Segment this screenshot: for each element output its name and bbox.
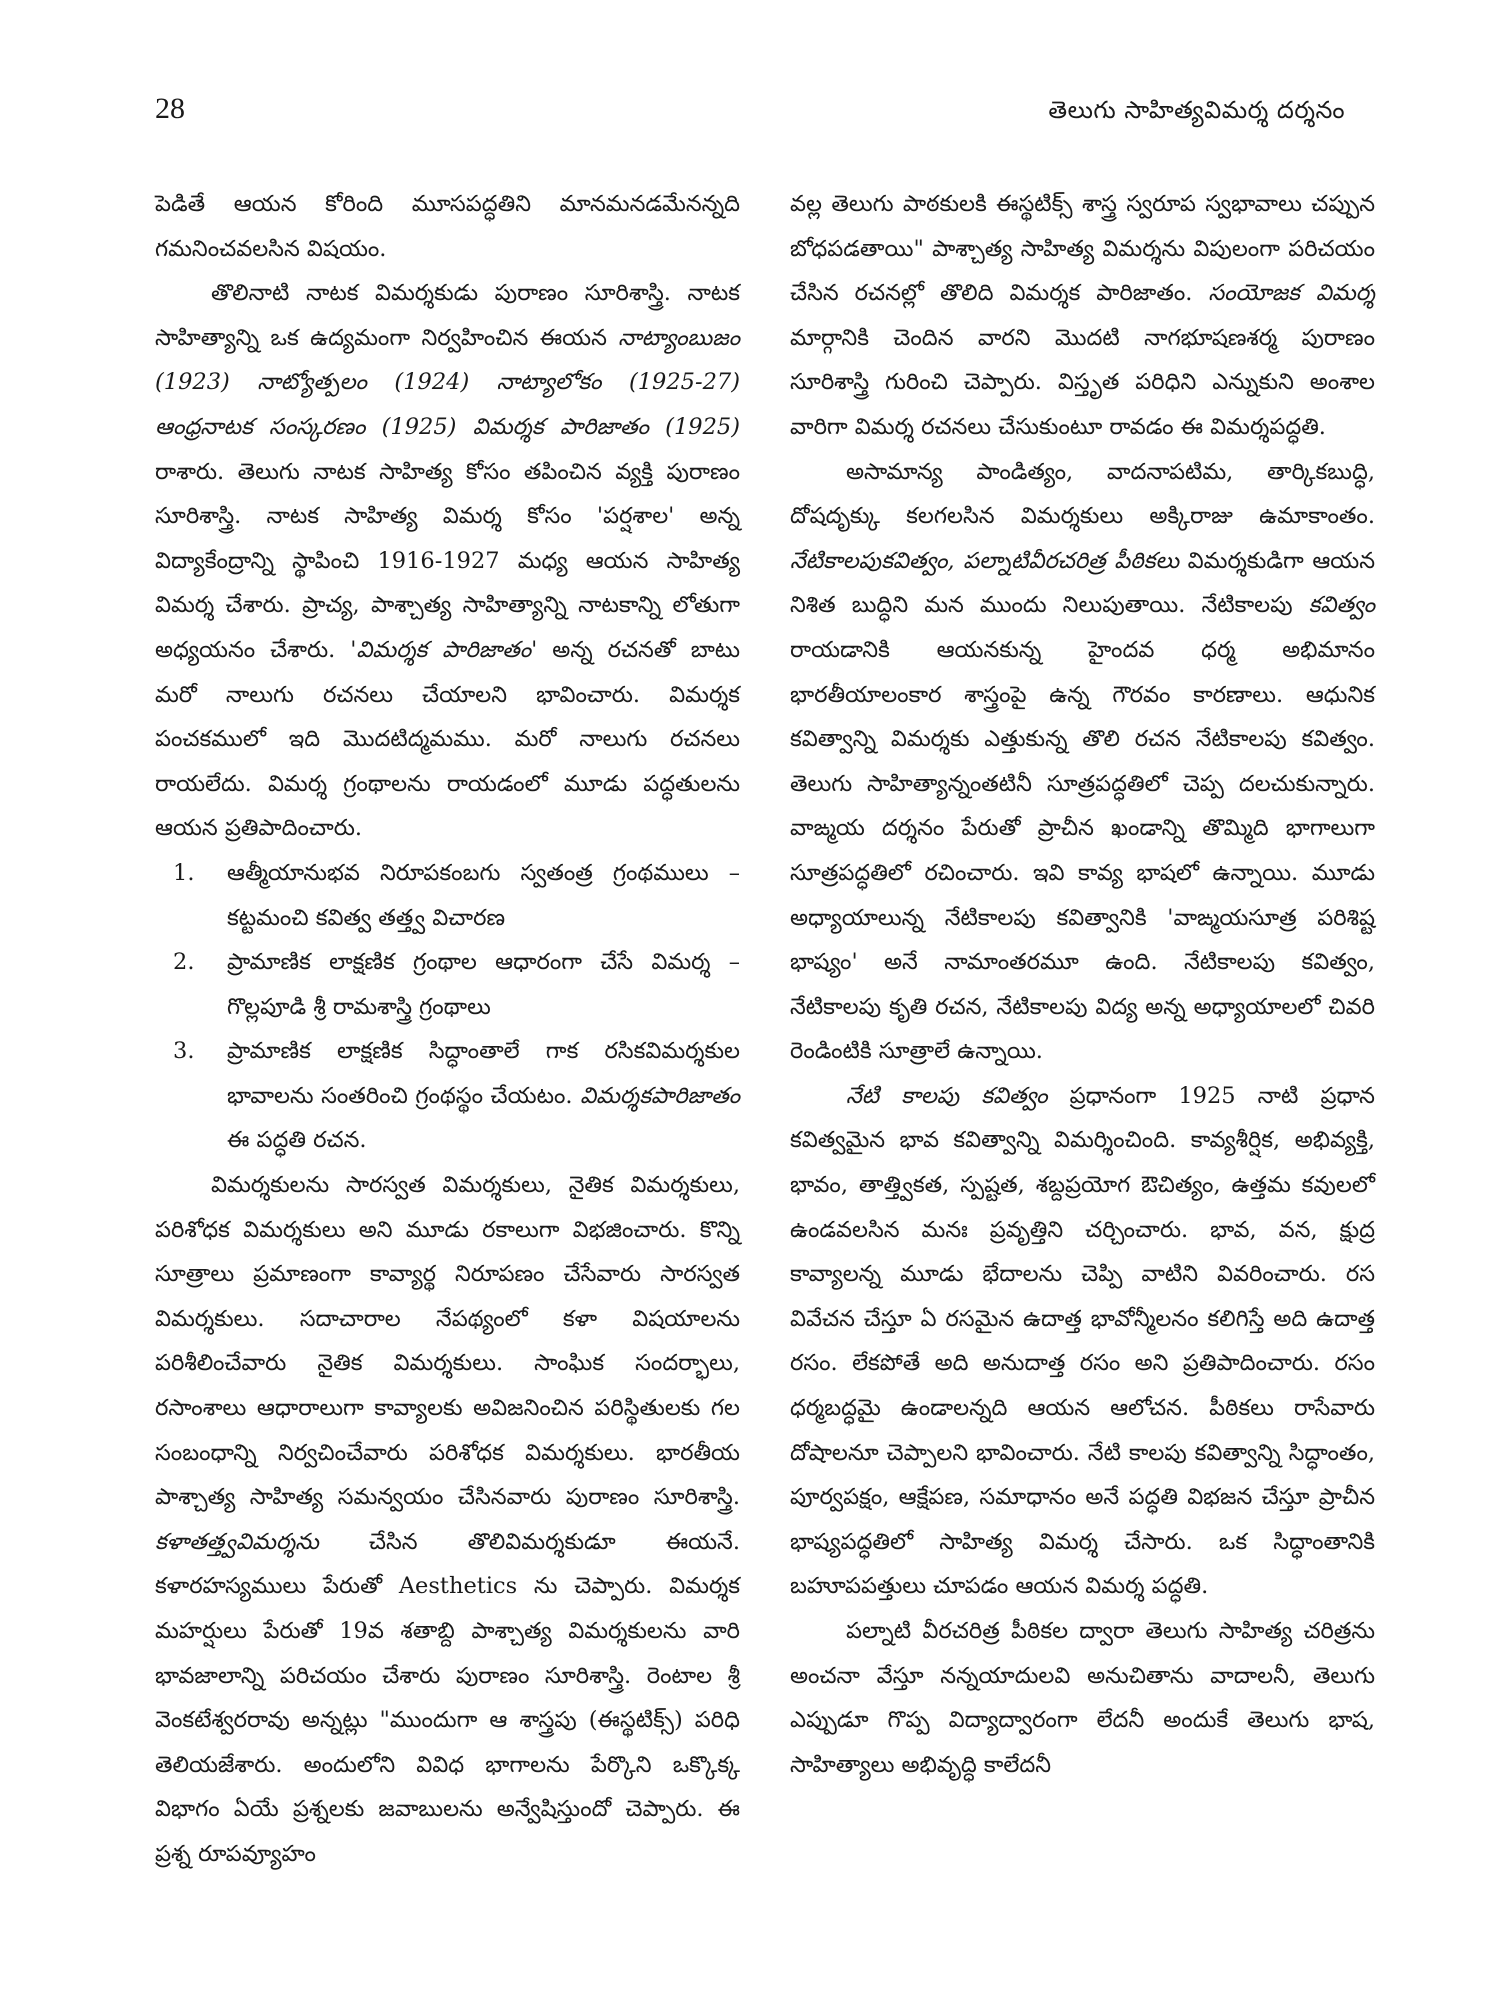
list-number: 1. xyxy=(173,859,195,886)
text-run: విమర్శకుడిగా ఆయన నిశిత బుద్ధిని మన ముందు నిలుపుతాయి. నేటికాలపు xyxy=(790,547,1375,619)
text-run: రాశారు. తెలుగు నాటక సాహిత్య కోసం తపించిన వ్యక్తి పురాణం సూరిశాస్త్రి. నాటక సాహిత్య విమర్శ కోసం 'పర్షశాల' అన్న విద్యాకేంద్రాన్ని స్థాపించి 1916-1927 మధ్య ఆయన సాహిత్య విమర్శ చేశారు. ప్రాచ్య, పాశ్చాత్య సాహిత్యాన్ని నాటకాన్ని లోతుగా అధ్యయనం చేశారు. xyxy=(155,458,740,663)
text-run: తొలినాటి నాటక విమర్శకుడు పురాణం సూరిశాస్త్రి. నాటక సాహిత్యాన్ని ఒక ఉద్యమంగా నిర్వహించిన ఈయన xyxy=(155,280,740,351)
list-text: ప్రామాణిక లాక్షణిక గ్రంథాల ఆధారంగా చేసే విమర్శ – గొల్లపూడి శ్రీ రామశాస్త్రి గ్రంథాలు xyxy=(227,949,740,1020)
list-text: ఈ పద్ధతి రచన. xyxy=(227,1127,367,1154)
text-run: ప్రధానంగా 1925 నాటి ప్రధాన కవిత్వమైన భావ కవిత్వాన్ని విమర్శించింది. కావ్యశీర్షిక, అభివ్యక్తి, భావం, తాత్త్వికత, స్పష్టత, శబ్దప్రయోగ ఔచిత్యం, ఉత్తమ కవులలో ఉండవలసిన మనః ప్రవృత్తిని చర్చించారు. భావ, వన, క్షుద్ర కావ్యాలన్న మూడు భేదాలను చెప్పి వాటిని వివరించారు. రస వివేచన చేస్తూ ఏ రసమైన ఉదాత్త భావోన్మీలనం కలిగిస్తే అది ఉదాత్త రసం. లేకపోతే అది అనుదాత్త రసం అని ప్రతిపాదించారు. రసం ధర్మబద్ధమై ఉండాలన్నది ఆయన ఆలోచన. పీఠికలు రాసేవారు దోషాలనూ చెప్పాలని భావించారు. నేటి కాలపు కవిత్వాన్ని సిద్ధాంతం, పూర్వపక్షం, ఆక్షేపణ, సమాధానం అనే పద్ధతి విభజన చేస్తూ ప్రాచీన భాష్యపద్ధతిలో సాహిత్య విమర్శ చేసారు. ఒక సిద్ధాంతానికి బహూపపత్తులు చూపడం ఆయన విమర్శ పద్ధతి. xyxy=(790,1082,1375,1600)
list-item xyxy=(155,851,740,940)
text-run: అసామాన్య పాండిత్యం, వాదనాపటిమ, తార్కికబుద్ధి, దోషదృక్కు కలగలసిన విమర్శకులు అక్కిరాజు ఉమాకాంతం. xyxy=(790,458,1375,530)
left-column xyxy=(155,182,740,1877)
page-number: 28 xyxy=(155,92,185,125)
list-number: 2. xyxy=(173,949,195,976)
text-run: వల్ల తెలుగు పాఠకులకి ఈస్థటిక్స్ శాస్త్ర స్వరూప స్వభావాలు చప్పున బోధపడతాయి" పాశ్చాత్య సాహిత్య విమర్శను విపులంగా పరిచయం చేసిన రచనల్లో తొలిది విమర్శక పారిజాతం. xyxy=(790,191,1375,307)
list-text-block xyxy=(227,1029,740,1163)
italic-title: నేటికాలపుకవిత్వం, పల్నాటివీరచరిత్ర పీఠికలు xyxy=(790,547,1180,574)
italic-title: నేటి కాలపు కవిత్వం xyxy=(846,1082,1048,1109)
paragraph xyxy=(790,1074,1375,1609)
italic-title: 'విమర్శక పారిజాతం' xyxy=(350,636,538,663)
italic-title: నాట్యాంబుజం (1923) నాట్యోత్పలం (1924) నాట్యాలోకం (1925-27) ఆంధ్రనాటక సంస్కరణం (1925) విమర్శక పారిజాతం (1925) xyxy=(155,324,740,440)
text-run: చేసిన తొలివిమర్శకుడూ ఈయనే. కళారహస్యములు పేరుతో Aesthetics ను చెప్పారు. విమర్శక మహర్షులు పేరుతో 19వ శతాబ్ది పాశ్చాత్య విమర్శకులను వారి భావజాలాన్ని పరిచయం చేశారు పురాణం సూరిశాస్త్రి. రెంటాల శ్రీ వెంకటేశ్వరరావు అన్నట్లు "ముందుగా ఆ శాస్త్రపు (ఈస్థటిక్స్) పరిధి తెలియజేశారు. అందులోని వివిధ భాగాలను పేర్కొని ఒక్కొక్క విభాగం ఏయే ప్రశ్నలకు జవాబులను అన్వేషిస్తుందో చెప్పారు. ఈ ప్రశ్న రూపవ్యూహం xyxy=(155,1528,740,1867)
list-text: ఆత్మీయానుభవ నిరూపకంబగు స్వతంత్ర గ్రంథములు – కట్టమంచి కవిత్వ తత్త్వ విచారణ xyxy=(227,859,740,931)
running-title: తెలుగు సాహిత్యవిమర్శ దర్శనం xyxy=(1048,96,1345,124)
text-run: మార్గానికి చెందిన వారని మొదటి నాగభూషణశర్మ పురాణం సూరిశాస్త్రి గురించి చెప్పారు. విస్తృత పరిధిని ఎన్నుకుని అంశాల వారిగా విమర్శ రచనలు చేసుకుంటూ రావడం ఈ విమర్శపద్ధతి. xyxy=(790,324,1375,440)
text-run: విమర్శకులను సారస్వత విమర్శకులు, నైతిక విమర్శకులు, పరిశోధక విమర్శకులు అని మూడు రకాలుగా విభజించారు. కొన్ని సూత్రాలు ప్రమాణంగా కావ్యార్థ నిరూపణం చేసేవారు సారస్వత విమర్శకులు. సదాచారాల నేపథ్యంలో కళా విషయాలను పరిశీలించేవారు నైతిక విమర్శకులు. సాంఘిక సందర్భాలు, రసాంశాలు ఆధారాలుగా కావ్యాలకు అవిజనించిన పరిస్థితులకు గల సంబంధాన్ని నిర్వచించేవారు పరిశోధక విమర్శకులు. భారతీయ పాశ్చాత్య సాహిత్య సమన్వయం చేసినవారు పురాణం సూరిశాస్త్రి. xyxy=(155,1172,740,1511)
list-item xyxy=(155,1029,740,1163)
list-number: 3. xyxy=(173,1038,195,1065)
italic-title: విమర్శకపారిజాతం xyxy=(580,1082,740,1109)
paragraph xyxy=(790,182,1375,450)
italic-title: సంయోజక విమర్శ xyxy=(1208,280,1376,307)
paragraph xyxy=(790,450,1375,1074)
italic-title: కళాతత్త్వవిమర్శను xyxy=(155,1528,319,1555)
text-run: రాయడానికి ఆయనకున్న హైందవ ధర్మ అభిమానం భారతీయాలంకార శాస్త్రంపై ఉన్న గౌరవం కారణాలు. ఆధునిక కవిత్వాన్ని విమర్శకు ఎత్తుకున్న తొలి రచన నేటికాలపు కవిత్వం. తెలుగు సాహిత్యాన్నంతటినీ సూత్రపద్ధతిలో చెప్ప దలచుకున్నారు. వాఙ్మయ దర్శనం పేరుతో ప్రాచీన ఖండాన్ని తొమ్మిది భాగాలుగా సూత్రపద్ధతిలో రచించారు. ఇవి కావ్య భాషలో ఉన్నాయి. మూడు అధ్యాయాలున్న నేటికాలపు కవిత్వానికి 'వాఙ్మయసూత్ర పరిశిష్ట భాష్యం' అనే నామాంతరమూ ఉంది. నేటికాలపు కవిత్వం, నేటికాలపు కృతి రచన, నేటికాలపు విద్య అన్న అధ్యాయాలలో చివరి రెండింటికి సూత్రాలే ఉన్నాయి. xyxy=(790,636,1375,1065)
numbered-list xyxy=(155,851,740,1163)
text-run: అన్న రచనతో బాటు మరో నాలుగు రచనలు చేయాలని భావించారు. విమర్శక పంచకములో ఇది మొదటిద్మమము. మరో నాలుగు రచనలు రాయలేదు. విమర్శ గ్రంథాలను రాయడంలో మూడు పద్ధతులను ఆయన ప్రతిపాదించారు. xyxy=(155,636,740,842)
paragraph: పెడితే ఆయన కోరింది మూసపద్ధతిని మానమనడమేనన్నది గమనించవలసిన విషయం. xyxy=(155,191,740,262)
paragraph xyxy=(155,271,740,851)
paragraph xyxy=(155,1163,740,1877)
paragraph: పల్నాటి వీరచరిత్ర పీఠికల ద్వారా తెలుగు సాహిత్య చరిత్రను అంచనా వేస్తూ నన్నయాదులవి అనుచితాను వాదాలనీ, తెలుగు ఎప్పుడూ గొప్ప విద్యాద్వారంగా లేదనీ అందుకే తెలుగు భాష, సాహిత్యాలు అభివృద్ధి కాలేదనీ xyxy=(790,1618,1375,1778)
right-column xyxy=(790,182,1375,1787)
list-text: ప్రామాణిక లాక్షణిక సిద్ధాంతాలే గాక రసికవిమర్శకుల భావాలను సంతరించి గ్రంథస్థం చేయటం. xyxy=(227,1038,740,1109)
list-item xyxy=(155,940,740,1029)
italic-title: కవిత్వం xyxy=(1308,592,1375,619)
